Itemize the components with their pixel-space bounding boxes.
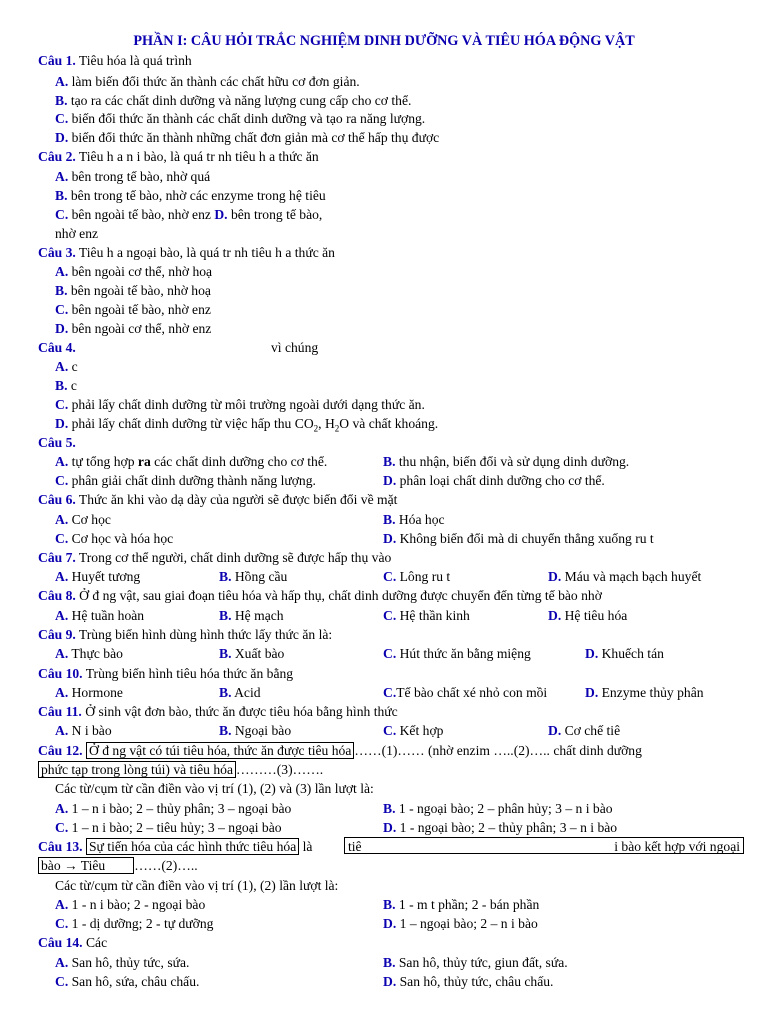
boxed-text: bào → Tiêu bbox=[38, 857, 134, 874]
q5-option-b bbox=[383, 452, 629, 471]
option-letter: D. bbox=[548, 723, 562, 738]
option-text: tạo ra các chất dinh dưỡng và năng lượng cung cấp cho cơ thể. bbox=[67, 93, 412, 108]
option-letter: D. bbox=[585, 646, 599, 661]
question-label: Câu 7. bbox=[38, 550, 76, 565]
q14-option-a bbox=[55, 953, 189, 972]
question-12-cont bbox=[38, 760, 323, 779]
option-text: Hóa học bbox=[395, 512, 445, 527]
option-letter: C. bbox=[55, 111, 69, 126]
q2-option-a bbox=[55, 167, 210, 186]
boxed-text: tiê bbox=[348, 839, 362, 854]
option-text: biến đổi thức ăn thành các chất dinh dưỡng và tạo ra năng lượng. bbox=[68, 111, 426, 126]
question-13-cont bbox=[38, 856, 198, 875]
option-letter: A. bbox=[55, 264, 69, 279]
question-text: là bbox=[299, 839, 313, 854]
option-text: Hormone bbox=[68, 685, 123, 700]
option-text: Hệ tiêu hóa bbox=[561, 608, 628, 623]
option-letter: C. bbox=[383, 723, 397, 738]
option-text: Máu và mạch bạch huyết bbox=[561, 569, 702, 584]
q3-option-c bbox=[55, 300, 211, 319]
question-label: Câu 1. bbox=[38, 53, 76, 68]
option-text: Hệ mạch bbox=[231, 608, 284, 623]
option-text: Hệ tuần hoàn bbox=[68, 608, 145, 623]
q1-option-b bbox=[55, 91, 411, 110]
q2-continuation: nhờ enz bbox=[55, 226, 99, 241]
option-text: c bbox=[67, 378, 77, 393]
option-text: phải lấy chất dinh dưỡng từ việc hấp thu CO bbox=[68, 416, 314, 431]
q8-option-b bbox=[219, 606, 284, 625]
option-text: Tế bào chất xé nhỏ con mồi bbox=[396, 685, 548, 700]
option-letter: B. bbox=[55, 93, 68, 108]
question-label: Câu 3. bbox=[38, 245, 76, 260]
subscript: 2 bbox=[334, 423, 340, 434]
q6-option-b bbox=[383, 510, 445, 529]
question-text: Ở đ ng vật, sau giai đoạn tiêu hóa và hấp thụ, chất dinh dưỡng được chuyển đến từng tế bào nhờ bbox=[75, 588, 602, 603]
option-text: bên ngoài cơ thể, nhờ hoạ bbox=[68, 264, 213, 279]
question-8 bbox=[38, 586, 602, 605]
q7-option-a bbox=[55, 567, 140, 586]
option-letter: C. bbox=[383, 569, 397, 584]
q12-option-d bbox=[383, 818, 617, 837]
question-9 bbox=[38, 625, 332, 644]
option-letter: B. bbox=[383, 512, 396, 527]
option-letter: C. bbox=[55, 207, 69, 222]
question-text: Tiêu hóa là quá trình bbox=[75, 53, 192, 68]
option-text: San hô, thủy tức, sứa. bbox=[68, 955, 190, 970]
option-text: Xuất bào bbox=[231, 646, 285, 661]
option-letter: D. bbox=[548, 569, 562, 584]
option-text: Hệ thần kinh bbox=[396, 608, 470, 623]
q12-option-b bbox=[383, 799, 613, 818]
question-text: Các bbox=[82, 935, 108, 950]
q10-option-c bbox=[383, 683, 547, 702]
q7-option-b bbox=[219, 567, 287, 586]
q12-option-a bbox=[55, 799, 291, 818]
q12-option-c bbox=[55, 818, 282, 837]
q1-option-d bbox=[55, 128, 439, 147]
q14-option-d bbox=[383, 972, 553, 991]
q12-prompt: Các từ/cụm từ cần điền vào vị trí (1), (2) và (3) lần lượt là: bbox=[55, 781, 374, 796]
option-text: 1 - dị dưỡng; 2 - tự dưỡng bbox=[68, 916, 214, 931]
question-5-label bbox=[38, 433, 76, 452]
option-letter: B. bbox=[219, 646, 232, 661]
option-letter: A. bbox=[55, 608, 69, 623]
q6-option-d bbox=[383, 529, 654, 548]
option-text: các chất dinh dưỡng cho cơ thể. bbox=[150, 454, 328, 469]
option-text: Khuếch tán bbox=[598, 646, 664, 661]
question-text: ……(2)….. bbox=[134, 858, 198, 873]
q3-option-a bbox=[55, 262, 212, 281]
question-text: Trùng biến hình tiêu hóa thức ăn bằng bbox=[82, 666, 294, 681]
option-letter: C. bbox=[383, 608, 397, 623]
q13-option-b bbox=[383, 895, 539, 914]
q4-option-d bbox=[55, 414, 438, 439]
q6-option-a bbox=[55, 510, 111, 529]
option-letter: C. bbox=[55, 397, 69, 412]
q14-option-c bbox=[55, 972, 199, 991]
option-text: bên trong tế bào, nhờ các enzyme trong hệ tiêu bbox=[67, 188, 326, 203]
q1-option-c bbox=[55, 109, 425, 128]
q5-option-a bbox=[55, 452, 327, 471]
option-text: 1 - ngoại bào; 2 – thủy phân; 3 – n i bào bbox=[396, 820, 618, 835]
question-3 bbox=[38, 243, 335, 262]
option-text: Hồng cầu bbox=[231, 569, 288, 584]
option-text: San hô, sứa, châu chấu. bbox=[68, 974, 200, 989]
option-letter: B. bbox=[219, 608, 232, 623]
q9-option-b bbox=[219, 644, 284, 663]
q10-option-b bbox=[219, 683, 261, 702]
option-letter: D. bbox=[383, 820, 397, 835]
q13-option-c bbox=[55, 914, 213, 933]
option-letter: A. bbox=[55, 801, 69, 816]
option-letter: A. bbox=[55, 955, 69, 970]
question-text: Trùng biến hình dùng hình thức lấy thức ăn là: bbox=[75, 627, 333, 642]
option-text: 1 - n i bào; 2 - ngoại bào bbox=[68, 897, 206, 912]
option-text: bên ngoài cơ thể, nhờ enz bbox=[68, 321, 212, 336]
page-title: PHẦN I: CÂU HỎI TRẮC NGHIỆM DINH DƯỠNG VÀ TIÊU HÓA ĐỘNG VẬT bbox=[133, 33, 635, 49]
question-label: Câu 6. bbox=[38, 492, 76, 507]
option-letter: B. bbox=[55, 188, 68, 203]
option-text: Hút thức ăn bằng miệng bbox=[396, 646, 531, 661]
option-text: phải lấy chất dinh dưỡng từ môi trường ngoài dưới dạng thức ăn. bbox=[68, 397, 425, 412]
option-text: Thực bào bbox=[68, 646, 123, 661]
boxed-text: phức tạp trong lòng túi) và tiêu hóa bbox=[38, 761, 236, 778]
option-letter: B. bbox=[383, 897, 396, 912]
question-12 bbox=[38, 741, 642, 760]
option-text: phân giải chất dinh dưỡng thành năng lượng. bbox=[68, 473, 316, 488]
boxed-text: i bào kết hợp với ngoại bbox=[614, 839, 740, 854]
question-label: Câu 11. bbox=[38, 704, 82, 719]
q7-option-d bbox=[548, 567, 701, 586]
q8-option-a bbox=[55, 606, 144, 625]
option-letter: C. bbox=[383, 685, 397, 700]
question-label: Câu 5. bbox=[38, 435, 76, 450]
boxed-text: Sự tiến hóa của các hình thức tiêu hóa bbox=[86, 838, 299, 855]
q9-option-c bbox=[383, 644, 531, 663]
option-letter: D. bbox=[585, 685, 599, 700]
option-text: San hô, thủy tức, châu chấu. bbox=[396, 974, 554, 989]
option-letter: C. bbox=[55, 473, 69, 488]
option-text: bên trong tế bào, bbox=[227, 207, 323, 222]
question-text: ……(1)…… (nhờ enzim …..(2)….. chất dinh dưỡng bbox=[354, 743, 642, 758]
option-text: O và chất khoáng. bbox=[339, 416, 439, 431]
q13-option-d bbox=[383, 914, 538, 933]
option-text: Cơ học bbox=[68, 512, 111, 527]
option-text: tự tổng hợp bbox=[68, 454, 138, 469]
q10-option-d bbox=[585, 683, 704, 702]
option-text: 1 – n i bào; 2 – thủy phân; 3 – ngoại bào bbox=[68, 801, 292, 816]
option-text: phân loại chất dinh dưỡng cho cơ thể. bbox=[396, 473, 605, 488]
option-letter: B. bbox=[383, 454, 396, 469]
q10-option-a bbox=[55, 683, 123, 702]
option-letter: D. bbox=[214, 207, 228, 222]
q4-option-b bbox=[55, 376, 77, 395]
question-14 bbox=[38, 933, 107, 952]
option-text: c bbox=[68, 359, 78, 374]
question-4-text: vì chúng bbox=[271, 340, 319, 355]
q11-option-d bbox=[548, 721, 620, 740]
option-text: làm biến đổi thức ăn thành các chất hữu cơ đơn giản. bbox=[68, 74, 360, 89]
option-letter: A. bbox=[55, 74, 69, 89]
q6-option-c bbox=[55, 529, 173, 548]
question-6 bbox=[38, 490, 397, 509]
option-letter: D. bbox=[383, 531, 397, 546]
question-text: Thức ăn khi vào dạ dày của người sẽ được biến đổi về mặt bbox=[75, 492, 398, 507]
question-label: Câu 9. bbox=[38, 627, 76, 642]
question-11 bbox=[38, 702, 398, 721]
option-text: San hô, thủy tức, giun đất, sứa. bbox=[395, 955, 568, 970]
q2-option-c-d bbox=[55, 205, 322, 224]
option-text: Cơ chế tiê bbox=[561, 723, 621, 738]
option-text: 1 - ngoại bào; 2 – phân hủy; 3 – n i bào bbox=[395, 801, 613, 816]
option-letter: B. bbox=[383, 955, 396, 970]
option-letter: C. bbox=[55, 302, 69, 317]
option-text: Huyết tương bbox=[68, 569, 141, 584]
option-letter: A. bbox=[55, 169, 69, 184]
question-7 bbox=[38, 548, 391, 567]
option-letter: C. bbox=[55, 820, 69, 835]
q14-option-b bbox=[383, 953, 568, 972]
option-letter: D. bbox=[55, 416, 69, 431]
q8-option-d bbox=[548, 606, 627, 625]
q3-option-d bbox=[55, 319, 211, 338]
question-text: Ở sinh vật đơn bào, thức ăn được tiêu hóa bằng hình thức bbox=[81, 704, 398, 719]
option-text: Lông ru t bbox=[396, 569, 451, 584]
option-text: Acid bbox=[231, 685, 261, 700]
option-text: Không biến đổi mà di chuyển thẳng xuống ru t bbox=[396, 531, 654, 546]
option-letter: B. bbox=[55, 378, 68, 393]
option-text: bên trong tế bào, nhờ quá bbox=[68, 169, 211, 184]
q4-option-c bbox=[55, 395, 425, 414]
question-label: Câu 4. bbox=[38, 340, 76, 355]
question-text: Tiêu h a n i bào, là quá tr nh tiêu h a thức ăn bbox=[75, 149, 319, 164]
boxed-text: Ở đ ng vật có túi tiêu hóa, thức ăn được tiêu hóa bbox=[86, 742, 354, 759]
option-letter: C. bbox=[55, 531, 69, 546]
question-13 bbox=[38, 837, 312, 856]
question-4-label bbox=[38, 338, 76, 357]
option-letter: A. bbox=[55, 569, 69, 584]
option-text: N i bào bbox=[68, 723, 112, 738]
q11-option-c bbox=[383, 721, 443, 740]
option-letter: A. bbox=[55, 646, 69, 661]
option-letter: C. bbox=[55, 916, 69, 931]
option-letter: B. bbox=[219, 723, 232, 738]
q4-option-a bbox=[55, 357, 78, 376]
q13-option-a bbox=[55, 895, 205, 914]
option-letter: D. bbox=[55, 321, 69, 336]
question-label: Câu 12. bbox=[38, 743, 83, 758]
option-letter: A. bbox=[55, 512, 69, 527]
option-letter: A. bbox=[55, 723, 69, 738]
q11-option-b bbox=[219, 721, 291, 740]
option-text: bên ngoài tế bào, nhờ hoạ bbox=[67, 283, 211, 298]
option-text: thu nhận, biến đổi và sử dụng dinh dưỡng. bbox=[395, 454, 630, 469]
option-text: 1 – ngoại bào; 2 – n i bào bbox=[396, 916, 538, 931]
option-letter: D. bbox=[55, 130, 69, 145]
option-text: 1 - m t phần; 2 - bán phần bbox=[395, 897, 540, 912]
option-letter: A. bbox=[55, 359, 69, 374]
option-text: Cơ học và hóa học bbox=[68, 531, 174, 546]
option-letter: C. bbox=[55, 974, 69, 989]
question-text: ………(3)……. bbox=[235, 762, 324, 777]
question-10 bbox=[38, 664, 293, 683]
option-letter: A. bbox=[55, 897, 69, 912]
q9-option-a bbox=[55, 644, 123, 663]
option-text: bên ngoài tế bào, nhờ enz bbox=[68, 302, 211, 317]
q5-option-c bbox=[55, 471, 316, 490]
question-text: Trong cơ thể người, chất dinh dưỡng sẽ được hấp thụ vào bbox=[75, 550, 392, 565]
q3-option-b bbox=[55, 281, 211, 300]
subscript: 2 bbox=[313, 423, 319, 434]
q11-option-a bbox=[55, 721, 112, 740]
option-text: Enzyme thủy phân bbox=[598, 685, 704, 700]
boxed-blank bbox=[344, 837, 744, 854]
option-text: , H bbox=[318, 416, 335, 431]
option-letter: B. bbox=[219, 685, 232, 700]
option-text: Ngoại bào bbox=[231, 723, 292, 738]
option-letter: D. bbox=[383, 974, 397, 989]
option-letter: B. bbox=[219, 569, 232, 584]
q2-option-b bbox=[55, 186, 326, 205]
option-letter: B. bbox=[383, 801, 396, 816]
option-letter: A. bbox=[55, 685, 69, 700]
question-1 bbox=[38, 51, 192, 70]
option-letter: D. bbox=[383, 916, 397, 931]
q9-option-d bbox=[585, 644, 664, 663]
option-text-bold: ra bbox=[137, 454, 151, 469]
q13-prompt: Các từ/cụm từ cần điền vào vị trí (1), (2) lần lượt là: bbox=[55, 878, 339, 893]
question-label: Câu 2. bbox=[38, 149, 76, 164]
question-2 bbox=[38, 147, 319, 166]
option-letter: A. bbox=[55, 454, 69, 469]
question-label: Câu 10. bbox=[38, 666, 83, 681]
q5-option-d bbox=[383, 471, 605, 490]
q7-option-c bbox=[383, 567, 450, 586]
question-label: Câu 13. bbox=[38, 839, 83, 854]
q8-option-c bbox=[383, 606, 470, 625]
question-label: Câu 8. bbox=[38, 588, 76, 603]
option-letter: C. bbox=[383, 646, 397, 661]
question-text: Tiêu h a ngoại bào, là quá tr nh tiêu h a thức ăn bbox=[75, 245, 335, 260]
option-text: Kết hợp bbox=[396, 723, 444, 738]
q1-option-a bbox=[55, 72, 360, 91]
option-text: 1 – n i bào; 2 – tiêu hủy; 3 – ngoại bào bbox=[68, 820, 282, 835]
option-letter: D. bbox=[548, 608, 562, 623]
option-letter: B. bbox=[55, 283, 68, 298]
option-letter: D. bbox=[383, 473, 397, 488]
option-text: biến đổi thức ăn thành những chất đơn giản mà cơ thể hấp thụ được bbox=[68, 130, 440, 145]
question-label: Câu 14. bbox=[38, 935, 83, 950]
option-text: bên ngoài tế bào, nhờ enz bbox=[68, 207, 211, 222]
